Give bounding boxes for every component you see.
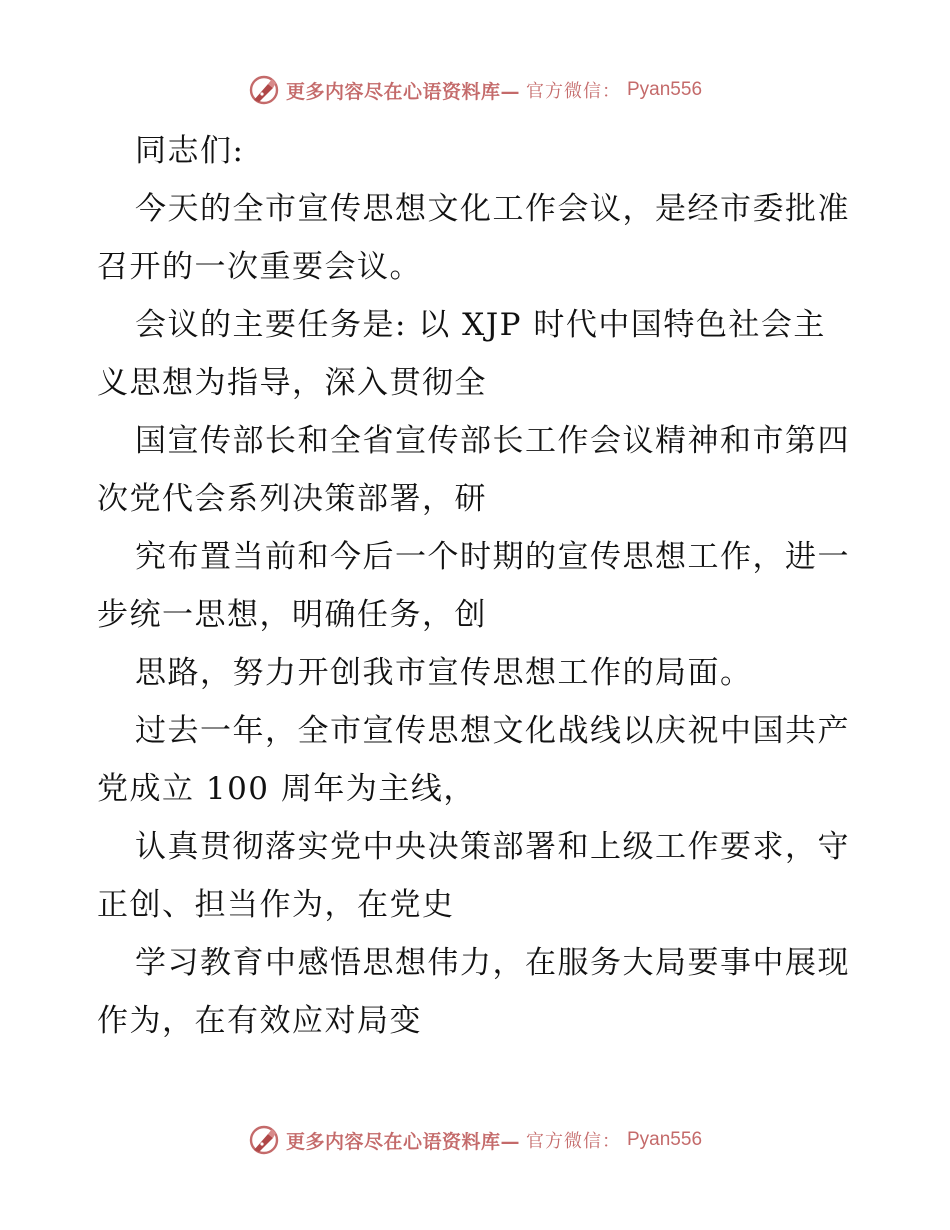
pen-nib-circle-icon [248,74,280,106]
header-banner [0,70,950,110]
paragraph: 国宣传部长和全省宣传部长工作会议精神和市第四次党代会系列决策部署，研 [97,423,850,517]
footer-banner-content [248,1124,702,1156]
paragraph: 今天的全市宣传思想文化工作会议，是经市委批准召开的一次重要会议。 [97,191,850,285]
banner-text: 更多内容尽在心语资料库— [285,1130,520,1153]
paragraph: 会议的主要任务是: 以 XJP 时代中国特色社会主义思想为指导，深入贯彻全 [97,307,826,401]
footer-banner [0,1120,950,1160]
banner-wechat-id: Pyan556 [627,1129,703,1150]
document-body [97,122,857,1050]
banner-text: 更多内容尽在心语资料库— [285,80,520,103]
paragraph: 同志们: [135,133,245,169]
header-banner-content [248,74,702,106]
paragraph: 认真贯彻落实党中央决策部署和上级工作要求，守正创、担当作为，在党史 [97,829,850,923]
banner-wechat-label: 官方微信： [526,81,621,102]
banner-wechat-id: Pyan556 [627,79,703,100]
paragraph: 究布置当前和今后一个时期的宣传思想工作，进一步统一思想，明确任务，创 [97,539,850,633]
pen-nib-circle-icon [248,1124,280,1156]
paragraph: 思路，努力开创我市宣传思想工作的局面。 [135,655,753,691]
paragraph: 过去一年，全市宣传思想文化战线以庆祝中国共产党成立 100 周年为主线， [97,713,850,807]
banner-wechat-label: 官方微信： [526,1131,621,1152]
paragraph: 学习教育中感悟思想伟力，在服务大局要事中展现作为，在有效应对局变 [97,945,850,1039]
